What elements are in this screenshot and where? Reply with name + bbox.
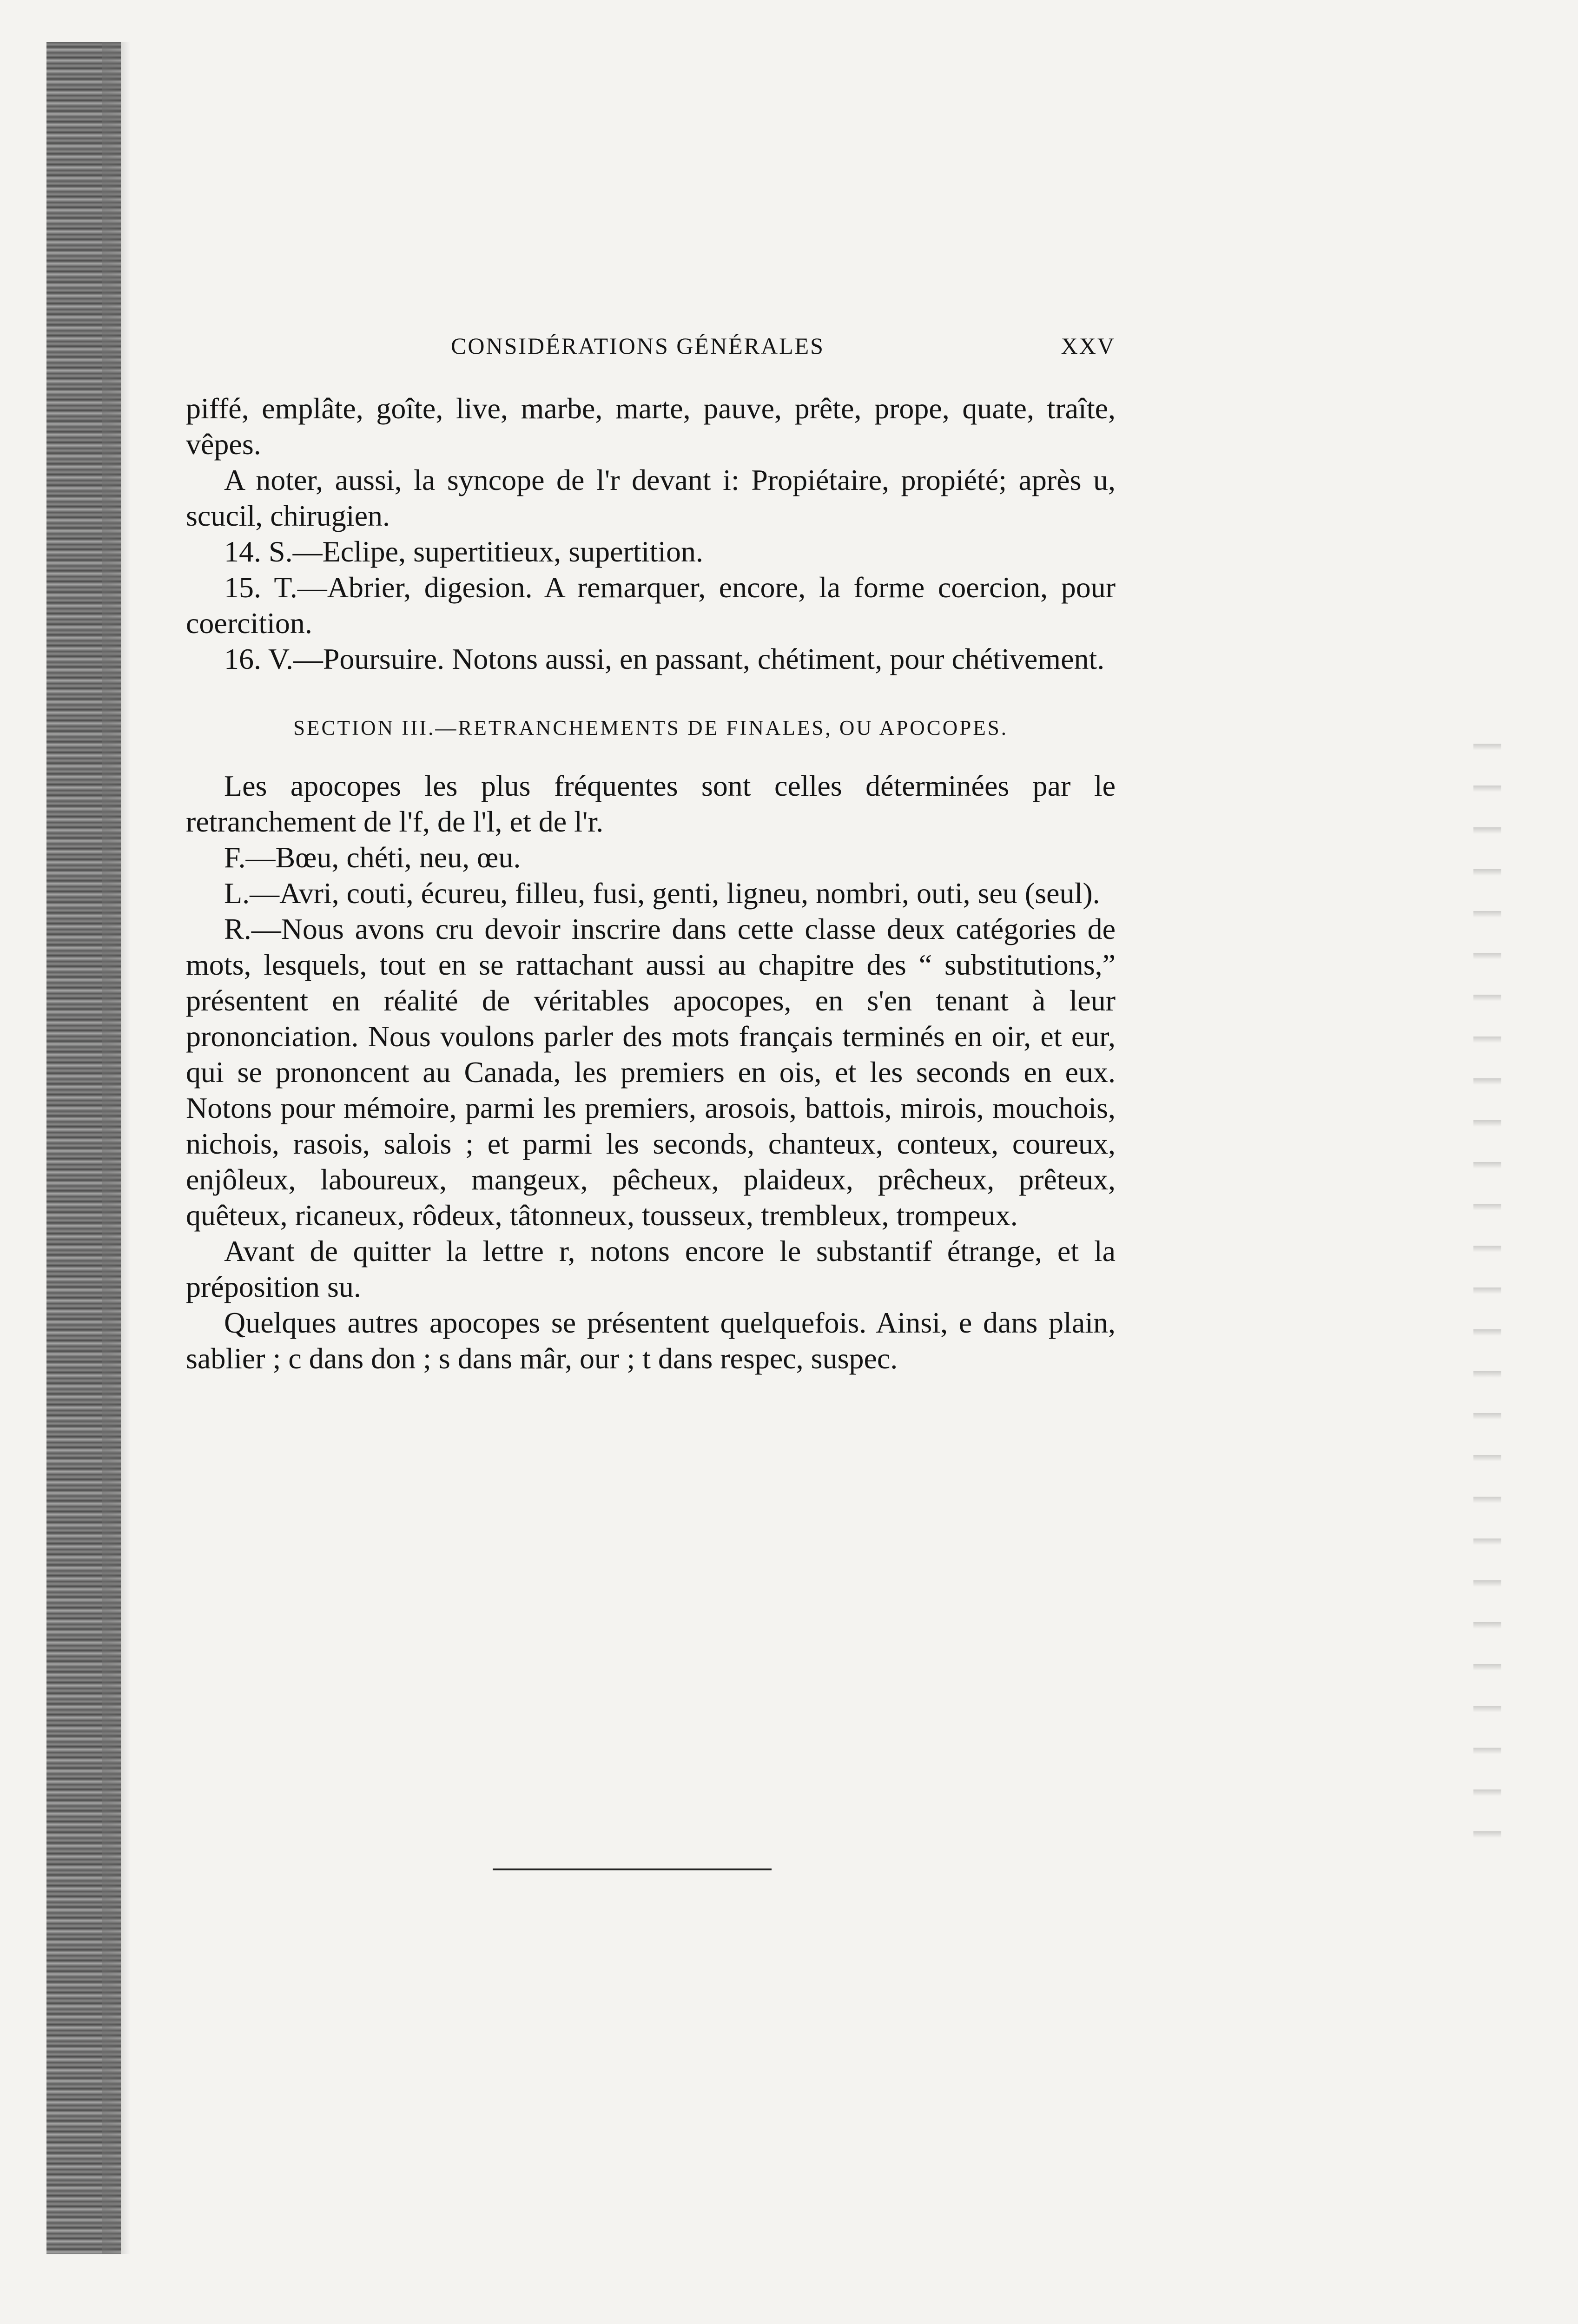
paragraph: Avant de quitter la lettre r, notons encore le substantif étrange, et la préposition su. [186,1235,1116,1303]
paragraph: piffé, emplâte, goîte, live, marbe, marte, pauve, prête, prope, quate, traîte, vêpes. [186,392,1116,461]
end-rule [493,1868,772,1870]
paragraph: Les apocopes les plus fréquentes sont celles déterminées par le retranchement de l'f, de l'l, et de l'r. [186,769,1116,838]
running-title: CONSIDÉRATIONS GÉNÉRALES [451,333,825,359]
paragraph: L.—Avri, couti, écureu, filleu, fusi, genti, ligneu, nombri, outi, seu (seul). [224,877,1100,910]
paragraph: F.—Bœu, chéti, neu, œu. [224,841,521,874]
binding-shadow [46,42,121,2254]
paragraph: R.—Nous avons cru devoir inscrire dans cette classe deux catégories de mots, lesquels, tout en se rattachant aussi au chapitre des “ substitutions,” présentent en réalité de véritables apocopes, en s'en tenant à leur prononciation. Nous voulons parler des mots français terminés en oir, et eur, qui se prononcent au Canada, les premiers en ois, et les seconds en eux. Notons pour mémoire, parmi les premiers, arosois, battois, mirois, mouchois, nichois, rasois, salois ; et parmi les seconds, chanteux, conteux, coureux, enjôleux, laboureux, mangeux, pêcheux, plaideux, prêcheux, prêteux, quêteux, ricaneux, rôdeux, tâtonneux, tousseux, trembleux, trompeux. [186,912,1116,1232]
page-body [186,390,1116,1376]
paragraph: Quelques autres apocopes se présentent quelquefois. Ainsi, e dans plain, sablier ; c dans don ; s dans mâr, our ; t dans respec, suspec. [186,1306,1116,1375]
paragraph: 16. V.—Poursuire. Notons aussi, en passant, chétiment, pour chétivement. [224,642,1105,675]
scan-noise [1473,744,1501,1859]
page-number: XXV [1061,333,1116,359]
section-heading: SECTION III.—RETRANCHEMENTS DE FINALES, OU APOCOPES. [293,716,1009,739]
paragraph: A noter, aussi, la syncope de l'r devant i: Propiétaire, propiété; après u, scucil, chirugien. [186,463,1116,532]
paragraph: 14. S.—Eclipe, supertitieux, supertition. [224,535,703,568]
paragraph: 15. T.—Abrier, digesion. A remarquer, encore, la forme coercion, pour coercition. [186,571,1116,640]
